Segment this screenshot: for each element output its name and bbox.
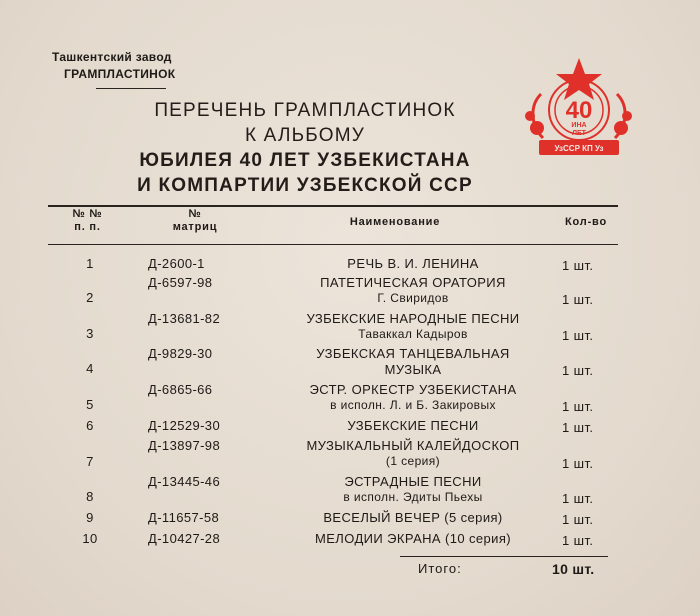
row-number: 9 xyxy=(86,510,94,525)
row-title: УЗБЕКСКАЯ ТАНЦЕВАЛЬНАЯ xyxy=(316,346,510,361)
row-matrix: Д-13897-98 xyxy=(148,438,221,453)
header-quantity: Кол-во xyxy=(565,216,607,228)
row-matrix: Д-13681-82 xyxy=(148,311,221,326)
stamp-number: 40 xyxy=(565,97,593,124)
row-quantity: 1 шт. xyxy=(562,512,594,527)
row-number: 4 xyxy=(86,361,94,376)
row-subtitle: в исполн. Л. и Б. Закировых xyxy=(330,398,496,412)
row-subtitle: МУЗЫКА xyxy=(384,362,442,377)
stamp-cotton-left xyxy=(530,121,544,135)
factory-name-line2: ГРАМПЛАСТИНОК xyxy=(64,67,176,81)
header-matrix xyxy=(165,208,225,234)
factory-underline xyxy=(96,88,166,89)
row-title: ЭСТР. ОРКЕСТР УЗБЕКИСТАНА xyxy=(309,382,517,397)
row-title: МЕЛОДИИ ЭКРАНА (10 серия) xyxy=(314,531,511,546)
row-number: 3 xyxy=(86,326,94,341)
stamp-star xyxy=(556,58,602,100)
total-rule xyxy=(400,556,608,557)
row-matrix: Д-6865-66 xyxy=(148,382,213,397)
row-quantity: 1 шт. xyxy=(562,258,594,273)
row-quantity: 1 шт. xyxy=(562,420,594,435)
row-quantity: 1 шт. xyxy=(562,491,594,506)
row-matrix: Д-12529-30 xyxy=(148,418,221,433)
row-number: 7 xyxy=(86,454,94,469)
row-matrix: Д-10427-28 xyxy=(148,531,221,546)
header-matrix-line2: матриц xyxy=(172,221,218,233)
row-matrix: Д-2600-1 xyxy=(148,256,205,271)
stamp-word2: ЛЕТ xyxy=(572,130,586,137)
row-quantity: 1 шт. xyxy=(562,328,594,343)
row-quantity: 1 шт. xyxy=(562,533,594,548)
row-matrix: Д-13445-46 xyxy=(148,474,221,489)
row-subtitle: в исполн. Эдиты Пьехы xyxy=(343,490,483,504)
row-subtitle: (1 серия) xyxy=(385,454,441,468)
row-matrix: Д-11657-58 xyxy=(148,510,220,525)
header-number xyxy=(60,208,115,234)
row-number: 10 xyxy=(82,531,98,546)
table-header-rule xyxy=(48,244,618,245)
row-matrix: Д-9829-30 xyxy=(148,346,213,361)
row-number: 1 xyxy=(86,256,94,271)
row-title: РЕЧЬ В. И. ЛЕНИНА xyxy=(347,256,479,271)
row-subtitle: Г. Свиридов xyxy=(377,291,449,305)
row-quantity: 1 шт. xyxy=(562,292,594,307)
stamp-cotton-right xyxy=(614,121,628,135)
row-title: УЗБЕКСКИЕ НАРОДНЫЕ ПЕСНИ xyxy=(306,311,520,326)
row-title: ПАТЕТИЧЕСКАЯ ОРАТОРИЯ xyxy=(320,275,506,290)
row-title: МУЗЫКАЛЬНЫЙ КАЛЕЙДОСКОП xyxy=(306,438,520,453)
table-top-rule xyxy=(48,205,618,207)
stamp-cotton-right2 xyxy=(622,111,632,121)
row-matrix: Д-6597-98 xyxy=(148,275,213,290)
row-number: 6 xyxy=(86,418,94,433)
stamp-cotton-left2 xyxy=(525,111,535,121)
row-number: 8 xyxy=(86,489,94,504)
row-title: ЭСТРАДНЫЕ ПЕСНИ xyxy=(344,474,482,489)
header-number-line1: № № xyxy=(72,208,103,220)
title-line2: К АЛЬБОМУ xyxy=(244,125,366,146)
factory-name-line1: Ташкентский завод xyxy=(52,50,172,64)
row-title: ВЕСЕЛЫЙ ВЕЧЕР (5 серия) xyxy=(323,510,503,525)
anniversary-stamp xyxy=(519,54,637,169)
row-quantity: 1 шт. xyxy=(562,399,594,414)
total-label: Итого: xyxy=(418,561,462,576)
header-matrix-line1: № xyxy=(188,208,202,220)
header-name: Наименование xyxy=(349,216,441,228)
title-line1: ПЕРЕЧЕНЬ ГРАМПЛАСТИНОК xyxy=(154,100,456,121)
row-number: 5 xyxy=(86,397,94,412)
total-value: 10 шт. xyxy=(552,561,595,577)
header-number-line2: п. п. xyxy=(74,221,101,233)
row-subtitle: Таваккал Кадыров xyxy=(358,327,468,341)
document-title xyxy=(95,98,515,198)
title-line4: И КОМПАРТИИ УЗБЕКСКОЙ ССР xyxy=(137,175,473,196)
stamp-ribbon-text: УзССР КП Уз xyxy=(554,144,604,153)
factory-name xyxy=(52,50,212,81)
row-quantity: 1 шт. xyxy=(562,456,594,471)
title-line3: ЮБИЛЕЯ 40 ЛЕТ УЗБЕКИСТАНА xyxy=(139,150,471,171)
stamp-word1: ИНА xyxy=(571,122,587,129)
row-title: УЗБЕКСКИЕ ПЕСНИ xyxy=(347,418,479,433)
row-number: 2 xyxy=(86,290,94,305)
row-quantity: 1 шт. xyxy=(562,363,594,378)
